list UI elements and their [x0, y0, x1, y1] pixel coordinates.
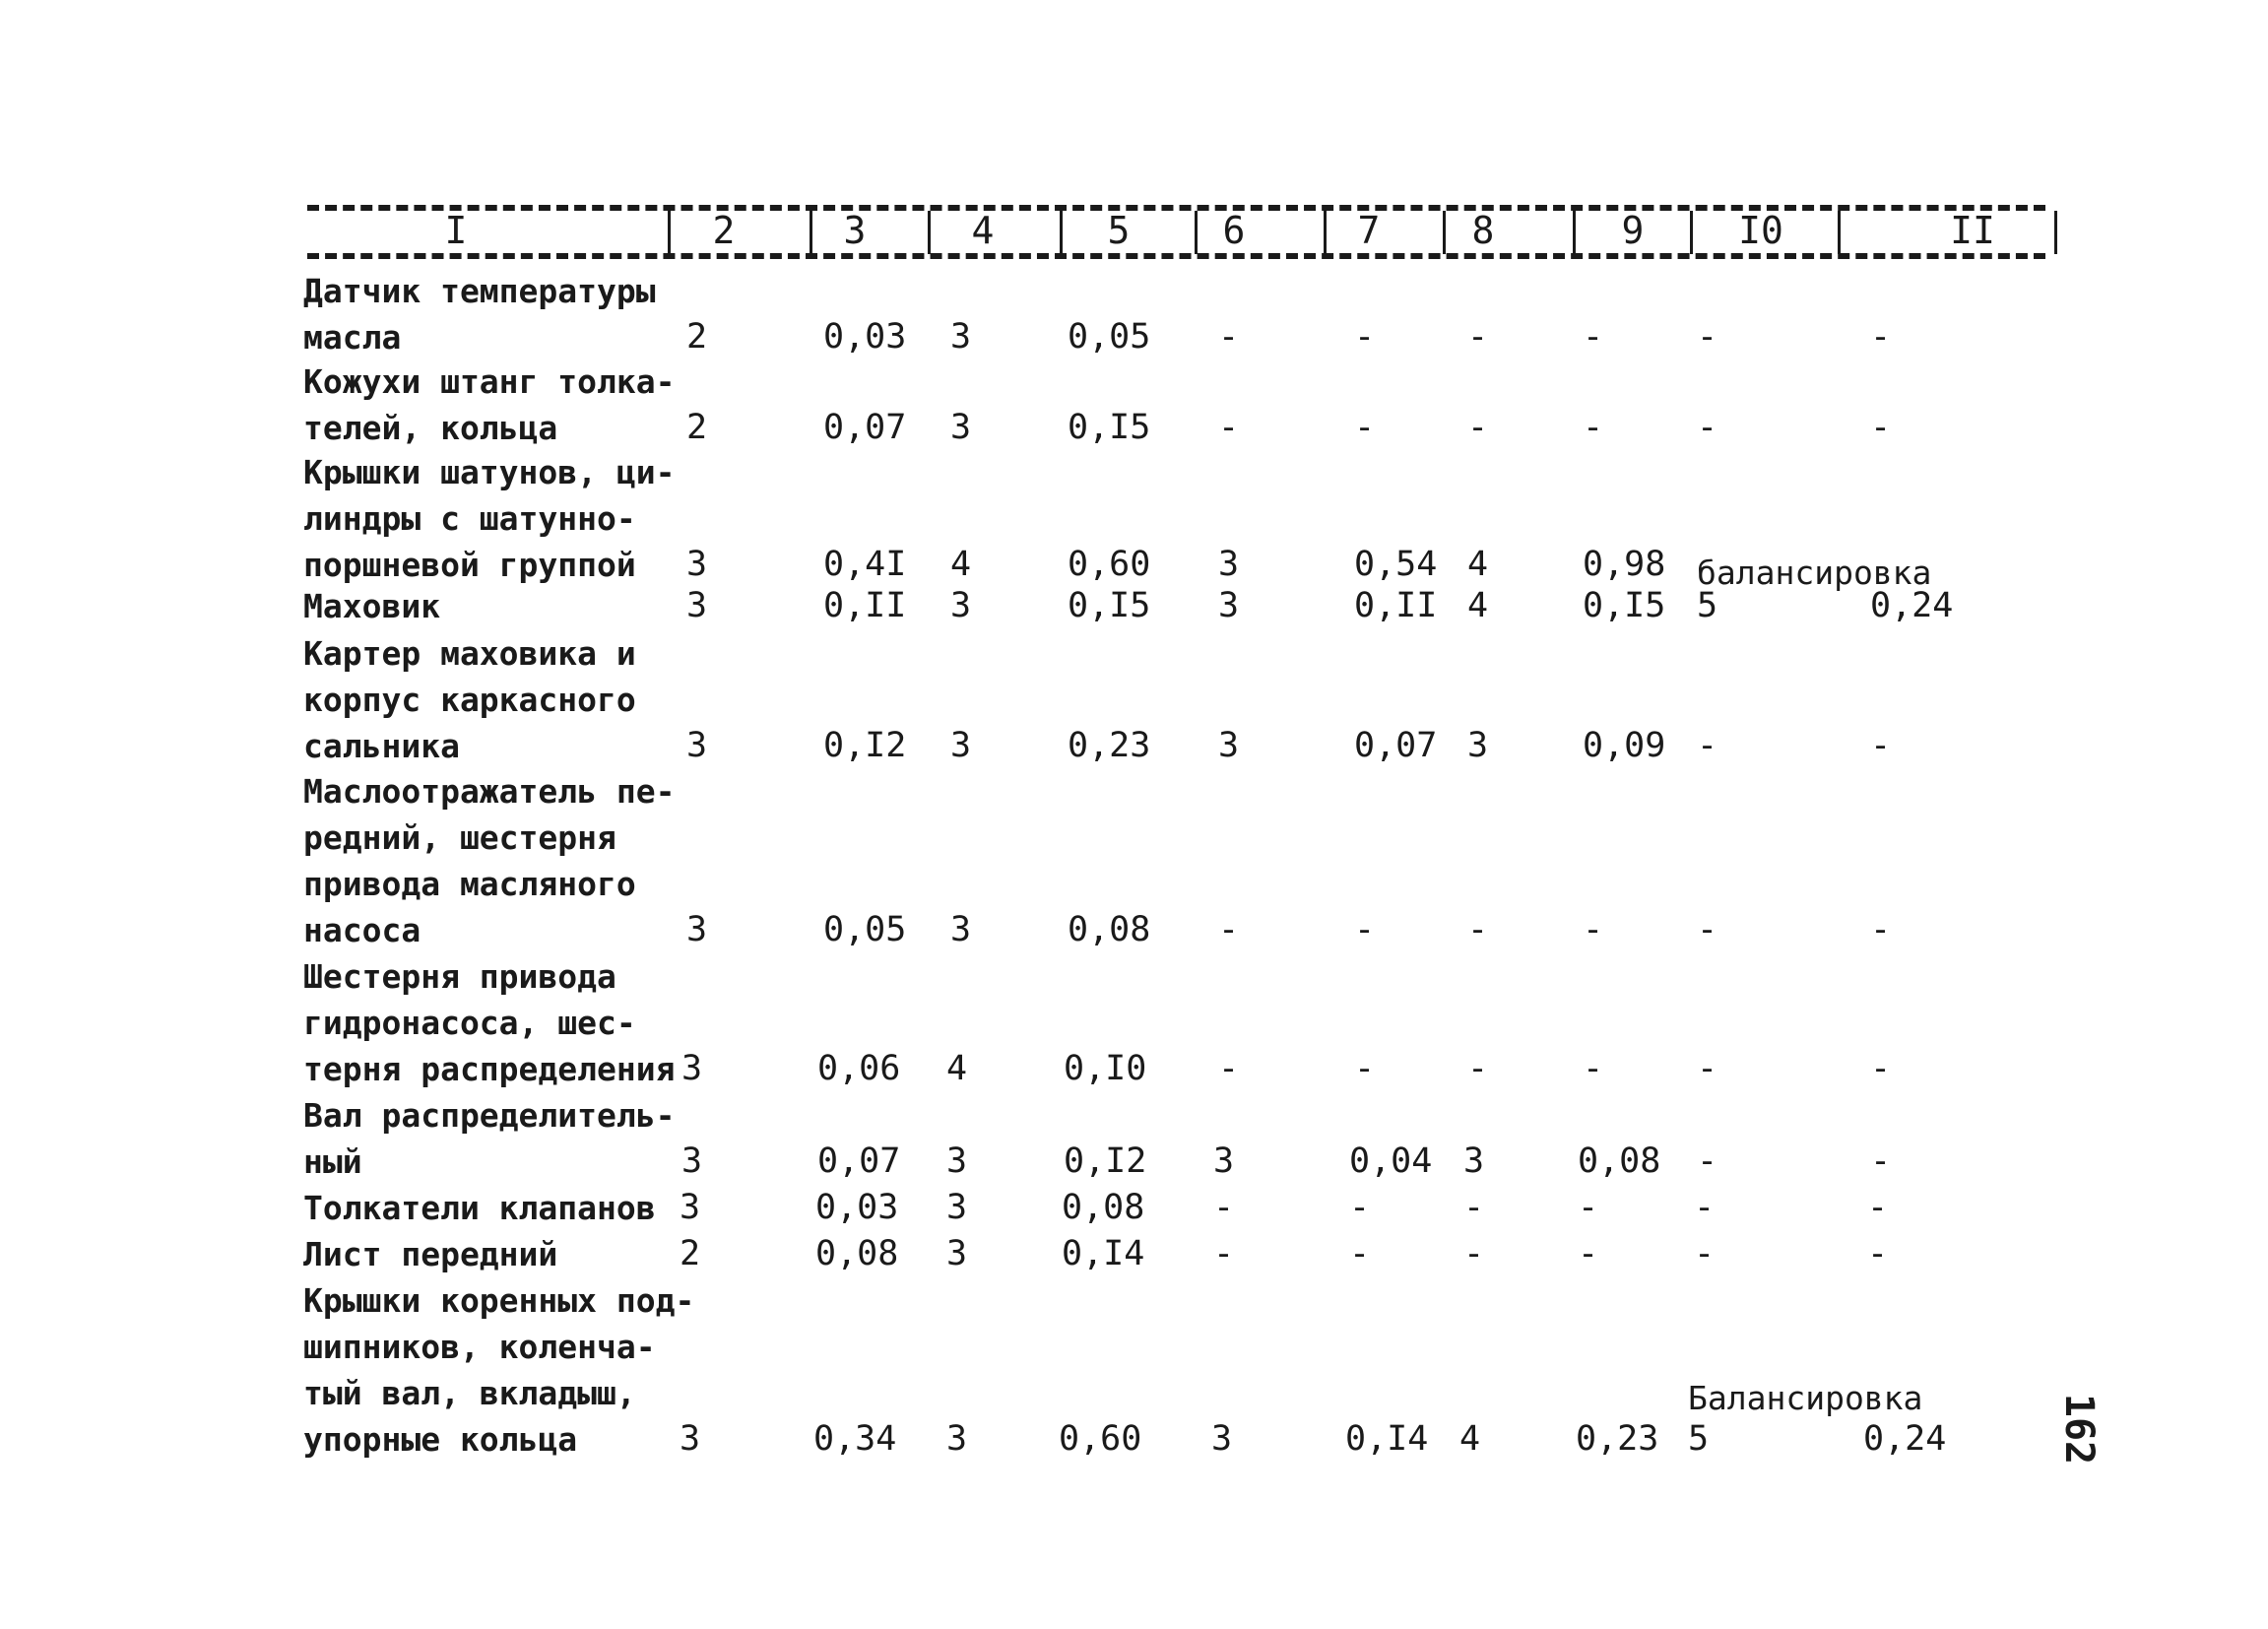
column-separator [928, 211, 931, 254]
column-separator [1195, 211, 1198, 254]
cell-col2: 2 [686, 317, 708, 357]
row-name-line: поршневой группой [303, 546, 636, 584]
cell-col9: - [1578, 1234, 1599, 1273]
cell-col10: - [1697, 910, 1718, 949]
cell-col11: 0,24 [1863, 1419, 1947, 1459]
cell-col2: 3 [686, 586, 708, 625]
column-separator [2054, 211, 2057, 254]
cell-col3: 0,34 [813, 1419, 897, 1459]
column-header-3: 3 [843, 209, 867, 252]
cell-col6: 3 [1218, 586, 1240, 625]
cell-col8: - [1463, 1234, 1485, 1273]
cell-col9: - [1583, 910, 1604, 949]
cell-col9: 0,98 [1583, 545, 1666, 584]
cell-col2: 3 [686, 910, 708, 949]
column-separator [1443, 211, 1446, 254]
cell-col11: - [1870, 726, 1892, 765]
cell-col8: - [1467, 910, 1489, 949]
cell-col5: 0,I4 [1062, 1234, 1145, 1273]
cell-col4: 3 [946, 1419, 968, 1459]
cell-col4: 3 [950, 317, 972, 357]
cell-col2: 3 [680, 1188, 701, 1227]
cell-col10: - [1697, 726, 1718, 765]
cell-col3: 0,06 [817, 1049, 901, 1088]
cell-col2: 3 [681, 1141, 703, 1181]
cell-col5: 0,08 [1068, 910, 1151, 949]
cell-col5: 0,23 [1068, 726, 1151, 765]
cell-col7: - [1354, 317, 1376, 357]
page-number: 162 [2056, 1393, 2103, 1466]
row-name-line: терня распределения [303, 1050, 676, 1088]
cell-col11: - [1870, 910, 1892, 949]
cell-col6: - [1213, 1188, 1235, 1227]
cell-col2: 3 [686, 545, 708, 584]
cell-col5: 0,I5 [1068, 586, 1151, 625]
cell-col7: 0,II [1354, 586, 1438, 625]
cell-col9: - [1583, 317, 1604, 357]
cell-col5: 0,I2 [1064, 1141, 1147, 1181]
row-name-line: упорные кольца [303, 1420, 578, 1459]
header-top-rule [307, 205, 2045, 211]
cell-col7: - [1349, 1234, 1371, 1273]
cell-col6: 3 [1211, 1419, 1233, 1459]
cell-col11: - [1870, 317, 1892, 357]
cell-col7: - [1354, 1049, 1376, 1088]
cell-col3: 0,08 [815, 1234, 899, 1273]
cell-col8: 4 [1467, 545, 1489, 584]
cell-col3: 0,05 [823, 910, 907, 949]
balancing-note: балансировка [1697, 554, 1932, 592]
cell-col3: 0,07 [823, 408, 907, 447]
cell-col5: 0,I5 [1068, 408, 1151, 447]
cell-col11: 0,24 [1870, 586, 1954, 625]
cell-col6: - [1218, 1049, 1240, 1088]
cell-col3: 0,4I [823, 545, 907, 584]
column-header-1: I [444, 209, 468, 252]
cell-col9: 0,23 [1576, 1419, 1659, 1459]
row-name-line: масла [303, 318, 402, 357]
row-name-line: редний, шестерня [303, 818, 616, 857]
cell-col8: - [1467, 408, 1489, 447]
cell-col11: - [1870, 408, 1892, 447]
cell-col4: 3 [950, 408, 972, 447]
row-name-line: корпус каркасного [303, 681, 636, 719]
row-name-line: Шестерня привода [303, 957, 616, 996]
cell-col11: - [1867, 1234, 1889, 1273]
cell-col7: - [1354, 408, 1376, 447]
cell-col2: 2 [680, 1234, 701, 1273]
cell-col8: 4 [1459, 1419, 1481, 1459]
cell-col4: 3 [950, 726, 972, 765]
cell-col7: 0,04 [1349, 1141, 1433, 1181]
cell-col4: 3 [946, 1234, 968, 1273]
column-header-4: 4 [971, 209, 995, 252]
row-name-line: Картер маховика и [303, 634, 636, 673]
cell-col5: 0,I0 [1064, 1049, 1147, 1088]
cell-col5: 0,60 [1068, 545, 1151, 584]
row-name-line: Маховик [303, 587, 441, 625]
row-name-line: Лист передний [303, 1235, 558, 1273]
cell-col6: - [1218, 317, 1240, 357]
cell-col7: 0,I4 [1345, 1419, 1429, 1459]
cell-col6: - [1213, 1234, 1235, 1273]
cell-col9: 0,09 [1583, 726, 1666, 765]
row-name-line: сальника [303, 727, 460, 765]
row-name-line: телей, кольца [303, 409, 558, 447]
row-name-line: Крышки коренных под- [303, 1281, 695, 1320]
cell-col10: - [1694, 1188, 1716, 1227]
header-bottom-rule [307, 253, 2045, 259]
cell-col10: - [1697, 317, 1718, 357]
cell-col9: - [1583, 408, 1604, 447]
row-name-line: привода масляного [303, 865, 636, 903]
cell-col6: 3 [1218, 726, 1240, 765]
column-separator [1838, 211, 1841, 254]
row-name-line: Кожухи штанг толка- [303, 362, 676, 401]
cell-col10: - [1697, 1141, 1718, 1181]
row-name-line: Маслоотражатель пе- [303, 772, 676, 811]
cell-col4: 3 [946, 1141, 968, 1181]
column-header-10: I0 [1738, 209, 1783, 252]
cell-col7: 0,54 [1354, 545, 1438, 584]
cell-col10: 5 [1697, 586, 1718, 625]
column-separator [1060, 211, 1063, 254]
cell-col3: 0,03 [823, 317, 907, 357]
cell-col2: 3 [680, 1419, 701, 1459]
cell-col10: 5 [1688, 1419, 1710, 1459]
cell-col2: 3 [681, 1049, 703, 1088]
column-header-5: 5 [1107, 209, 1131, 252]
column-header-9: 9 [1621, 209, 1645, 252]
cell-col7: - [1354, 910, 1376, 949]
column-header-11: II [1950, 209, 1995, 252]
cell-col5: 0,05 [1068, 317, 1151, 357]
cell-col4: 3 [950, 910, 972, 949]
cell-col9: - [1583, 1049, 1604, 1088]
cell-col11: - [1867, 1188, 1889, 1227]
cell-col2: 3 [686, 726, 708, 765]
row-name-line: Крышки шатунов, ци- [303, 453, 676, 491]
cell-col4: 4 [946, 1049, 968, 1088]
cell-col7: 0,07 [1354, 726, 1438, 765]
row-name-line: ный [303, 1142, 362, 1181]
cell-col6: - [1218, 910, 1240, 949]
row-name-line: линдры с шатунно- [303, 499, 636, 538]
row-name-line: гидронасоса, шес- [303, 1004, 636, 1042]
cell-col10: - [1697, 1049, 1718, 1088]
cell-col9: 0,08 [1578, 1141, 1661, 1181]
cell-col9: 0,I5 [1583, 586, 1666, 625]
cell-col10: - [1694, 1234, 1716, 1273]
cell-col3: 0,03 [815, 1188, 899, 1227]
cell-col2: 2 [686, 408, 708, 447]
column-separator [1690, 211, 1693, 254]
column-separator [1324, 211, 1327, 254]
cell-col11: - [1870, 1141, 1892, 1181]
cell-col6: 3 [1218, 545, 1240, 584]
cell-col3: 0,II [823, 586, 907, 625]
cell-col10: - [1697, 408, 1718, 447]
cell-col5: 0,08 [1062, 1188, 1145, 1227]
cell-col4: 3 [950, 586, 972, 625]
cell-col11: - [1870, 1049, 1892, 1088]
cell-col6: - [1218, 408, 1240, 447]
cell-col3: 0,07 [817, 1141, 901, 1181]
balancing-note: Балансировка [1688, 1379, 1923, 1417]
cell-col5: 0,60 [1059, 1419, 1142, 1459]
column-header-7: 7 [1357, 209, 1381, 252]
column-header-6: 6 [1222, 209, 1246, 252]
cell-col8: 3 [1467, 726, 1489, 765]
cell-col6: 3 [1213, 1141, 1235, 1181]
column-separator [668, 211, 671, 254]
column-separator [1573, 211, 1576, 254]
cell-col3: 0,I2 [823, 726, 907, 765]
column-header-2: 2 [712, 209, 736, 252]
cell-col8: - [1467, 1049, 1489, 1088]
column-header-8: 8 [1471, 209, 1495, 252]
row-name-line: насоса [303, 911, 421, 949]
row-name-line: Толкатели клапанов [303, 1189, 656, 1227]
cell-col8: 3 [1463, 1141, 1485, 1181]
row-name-line: тый вал, вкладыш, [303, 1374, 636, 1412]
row-name-line: шипников, коленча- [303, 1328, 656, 1366]
row-name-line: Датчик температуры [303, 272, 656, 310]
cell-col9: - [1578, 1188, 1599, 1227]
cell-col8: - [1463, 1188, 1485, 1227]
cell-col4: 3 [946, 1188, 968, 1227]
row-name-line: Вал распределитель- [303, 1096, 676, 1135]
cell-col8: - [1467, 317, 1489, 357]
cell-col8: 4 [1467, 586, 1489, 625]
cell-col4: 4 [950, 545, 972, 584]
cell-col7: - [1349, 1188, 1371, 1227]
column-separator [810, 211, 812, 254]
